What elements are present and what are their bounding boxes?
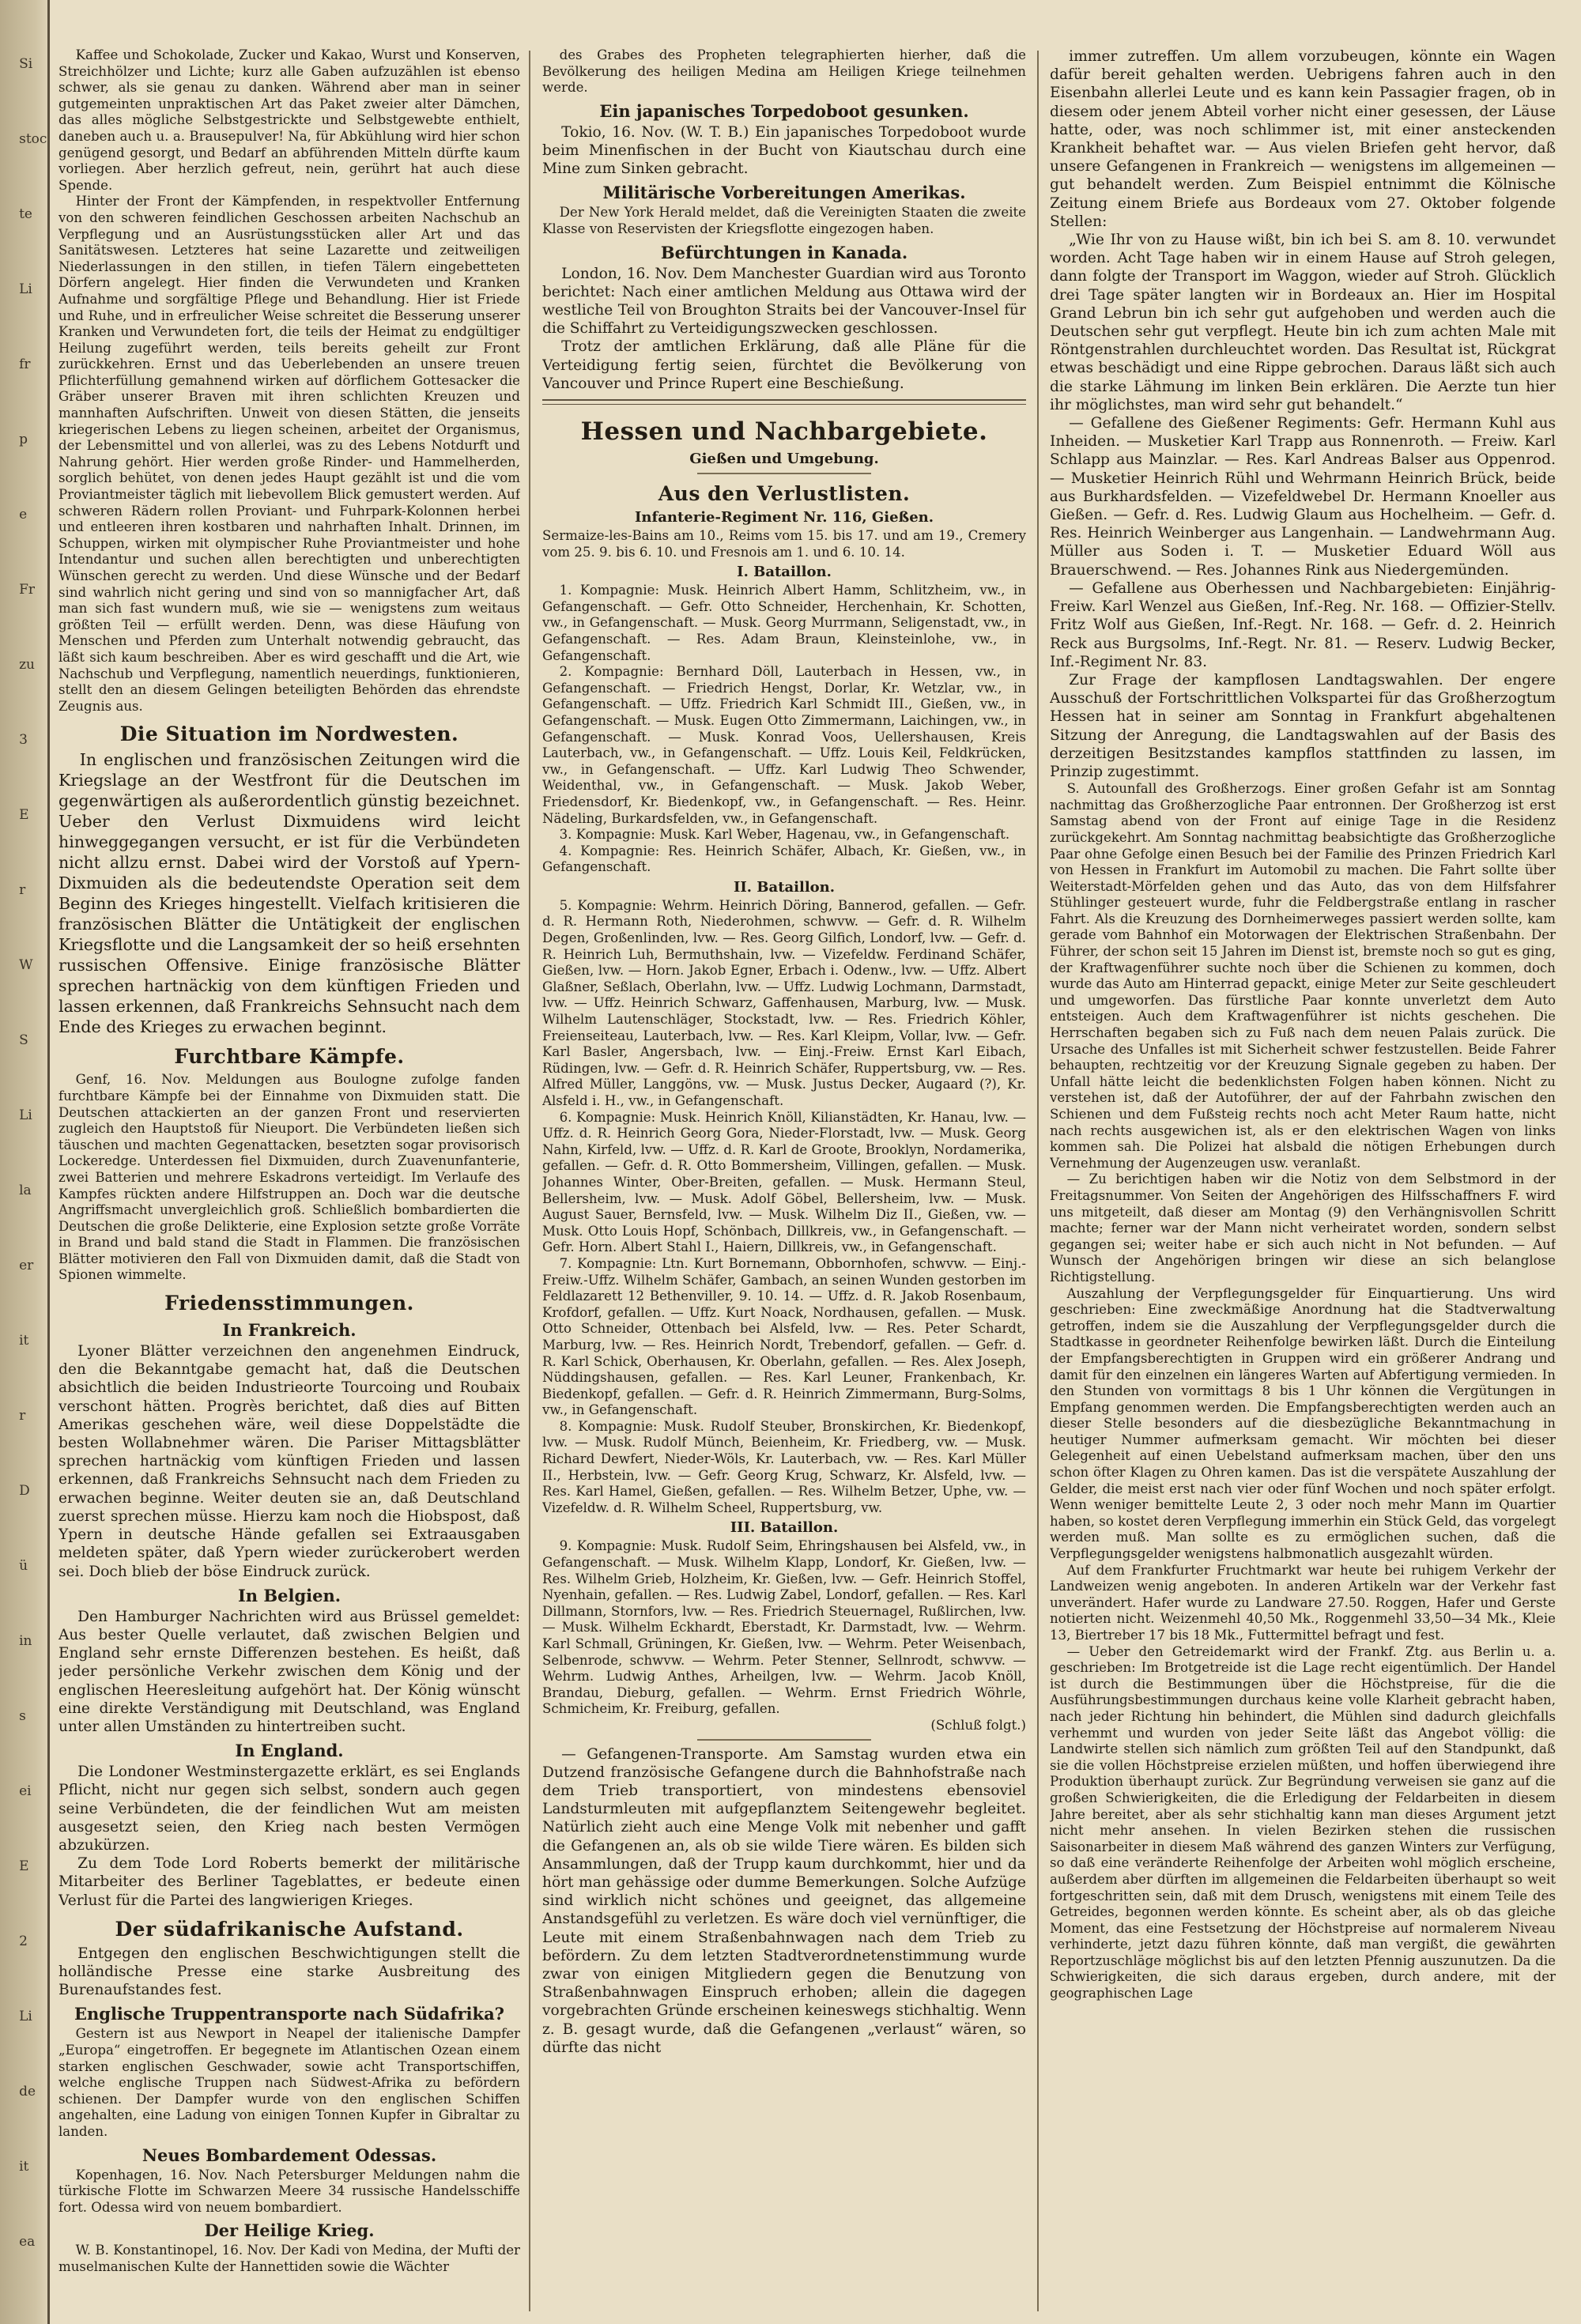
column-rule <box>529 51 530 2311</box>
section-subtitle: Gießen und Umgebung. <box>689 451 879 467</box>
casualty-list: 6. Kompagnie: Musk. Heinrich Knöll, Kilianstädten, Kr. Hanau, lvw. — Uffz. d. R. Heinrich Georg Gora, Nieder-Florstadt, lvw. — Musk. Georg Nahn, Kirfeld, lvw. — Uffz. d. R. Karl de Groote, Brooklyn, Nordamerika, gefallen. — Gefr. d. R. Otto Bommersheim, Villingen, gefallen. — Musk. Johannes Winter, Ober-Breiten, gefallen. — Musk. Hermann Steul, Bellersheim, lvw. — Musk. Adolf Göbel, Bellersheim, lvw. — Musk. August Sauer, Bernsfeld, lvw. — Musk. Wilhelm Diz II., Gießen, vw. — Musk. Otto Louis Hopf, Schönbach, Dillkreis, vw., in Gefangenschaft. — Gefr. Horn. Albert Stahl I., Haiern, Dillkreis, vw., in Gefangenschaft. <box>542 1109 1026 1255</box>
headline: Der südafrikanische Aufstand. <box>115 1917 464 1941</box>
casualty-list: 1. Kompagnie: Musk. Heinrich Albert Hamm, Schlitzheim, vw., in Gefangenschaft. — Gefr. Otto Schneider, Herchenhain, Kr. Schotten, vw., in Gefangenschaft. — Musk. Georg Murrmann, Seligenstadt, vw., in Gefangenschaft. — Res. Adam Braun, Kleinsteinlohe, vw., in Gefangenschaft. <box>542 583 1026 663</box>
letter-quote: „Wie Ihr von zu Hause wißt, bin ich bei S. am 8. 10. verwundet worden. Acht Tage haben wir in einem Hause auf Stroh gelegen, dann folgte der Transport im Waggon, wieder auf Stroh. Glücklich drei Tage später langten wir in Bordeaux an. Hier im Hospital Grand Lebrun bin ich sehr gut aufgehoben und werden auch die Deutschen sehr gut verpflegt. Heute bin ich zum achten Male mit Röntgenstrahlen durchleuchtet worden. Das Resultat ist, Rückgrat etwas beschädigt und eine Rippe gebrochen. Daraus läßt sich auch die starke Lähmung im linken Bein erklären. Die Aerzte tun hier ihr möglichstes, man wird sehr gut behandelt.“ <box>1050 232 1556 413</box>
article-paragraph: In englischen und französischen Zeitungen wird die Kriegslage an der Westfront für die Deutschen im gegenwärtigen als außerordentlich günstig bezeichnet. Ueber den Verlust Dixmuidens wird leicht hinweggegangen versucht, er ist für die Verbündeten nicht allzu ernst. Dabei wird der Vorstoß auf Ypern-Dixmuiden als die bedeutendste Operation seit dem Beginn des Krieges hingestellt. Vielfach kritisieren die französischen Blätter die Untätigkeit der englischen Kriegsflotte und die Langsamkeit der so heiß ersehnten russischen Offensive. Einige französische Blätter sprechen hartnäckig von dem künftigen Frieden und lassen erkennen, daß Frankreichs Sehnsucht nach dem Ende des Krieges zu erwachen beginnt. <box>58 750 520 1037</box>
article-paragraph: S. Autounfall des Großherzogs. Einer großen Gefahr ist am Sonntag nachmittag das Großherzogliche Paar entronnen. Der Großherzog ist erst Samstag abend von der Front auf einige Tage in die Residenz zurückgekehrt. Am Sonntag nachmittag beabsichtigte das Großherzogliche Paar ohne Gefolge einen Besuch bei der Familie des Prinzen Friedrich Karl von Hessen in Frankfurt im Automobil zu machen. Die Fahrt sollte über Weiterstadt-Mörfelden gehen und das Auto, das von dem Hilfsfahrer Stühlinger gesteuert wurde, fuhr die Feldbergstraße entlang in rascher Fahrt. Als die Kreuzung des Dornheimerweges passiert werden sollte, kam gerade vom Bahnhof ein Motorwagen der Elektrischen Straßenbahn. Der Führer, der schon seit 15 Jahren im Dienst ist, bremste noch so gut es ging, der Kraftwagenführer suchte noch über die Schienen zu kommen, doch wurde das Auto am Hinterrad gepackt, einige Meter zur Seite geschleudert und umgeworfen. Das fürstliche Paar konnte unverletzt dem Auto entsteigen. Auch dem Kraftwagenführer ist nichts geschehen. Die Herrschaften begaben sich zu Fuß nach dem neuen Palais zurück. Die Ursache des Unfalles ist mit Sicherheit schwer festzustellen. Beide Fahrer behaupten, rechtzeitig vor der Kreuzung Signale gegeben zu haben. Der Unfall hätte leicht die bedenklichsten Folgen haben können. Nicht zu verstehen ist, daß der Autoführer, der auf der Fahrbahn zwischen den Schienen und dem Fußsteig rechts noch acht Meter Raum hatte, nicht nach rechts ausgewichen ist, als er den elektrischen Wagen von links kommen sah. Die Polizei hat alsbald die nötigen Erhebungen durch Vernehmung der Augenzeugen usw. veranlaßt. <box>1050 781 1556 1171</box>
subheadline: In England. <box>235 1741 344 1761</box>
article-paragraph: Zu dem Tode Lord Roberts bemerkt der militärische Mitarbeiter des Berliner Tageblattes, er bedeute einen Verlust für die Partei des langwierigen Krieges. <box>58 1855 520 1909</box>
article-paragraph: London, 16. Nov. Dem Manchester Guardian wird aus Toronto berichtet: Nach einer amtlichen Meldung aus Ottawa wird der westliche Teil von Broughton Straits bei der Vancouver-Insel für die Schiffahrt zu Verteidigungszwecken geschlossen. <box>542 265 1026 338</box>
article-paragraph: Lyoner Blätter verzeichnen den angenehmen Eindruck, den die Bekanntgabe gemacht hat, daß die Deutschen absichtlich die beiden Industrieorte Tourcoing und Roubaix verschont hätten. Progrès berichtet, daß dies auf Bitten Amerikas geschehen wäre, weil diese Doppelstädte die besten Wollabnehmer wären. Die Pariser Mittagsblätter sprechen hartnäckig vom künftigen Frieden und lassen erkennen, daß Frankreichs Sehnsucht nach dem Frieden zu erwachen beginne. Weiter deuten sie an, daß Deutschland zuerst sprechen müsse. Hierzu kam noch die Hiobspost, daß Ypern in deutsche Hände gefallen sei Extraausgaben meldeten später, daß Ypern wieder zurückerobert werden sei. Doch blieb der böse Eindruck zurück. <box>58 1343 520 1580</box>
casualty-list: 7. Kompagnie: Ltn. Kurt Bornemann, Obbornhofen, schwvw. — Einj.-Freiw.-Uffz. Wilhelm Schäfer, Gambach, an seinen Wunden gestorben im Feldlazarett 12 Bethenviller, 9. 10. 14. — Uffz. d. R. Jakob Rosenbaum, Krofdorf, gefallen. — Uffz. Kurt Noack, Nordhausen, gefallen. — Musk. Otto Schneider, Ottenbach bei Alsfeld, lvw. — Res. Peter Schardt, Marburg, lvw. — Res. Heinrich Nordt, Trebendorf, gefallen. — Gefr. d. R. Karl Schick, Oberhausen, Kr. Oberlahn, gefallen. — Res. Alex Joseph, Nüddingshausen, gefallen. — Res. Karl Leuner, Frankenbach, Kr. Biedenkopf, gefallen. — Gefr. d. R. Heinrich Zimmermann, Burg-Solms, vw., in Gefangenschaft. <box>542 1255 1026 1418</box>
column-1 <box>58 47 520 2316</box>
article-paragraph: Hinter der Front der Kämpfenden, in respektvoller Entfernung von den schweren feindlichen Geschossen arbeiten Nachschub an Verpflegung und an Ausrüstungsstücken aller Art und das Sanitätswesen. Letzteres hat seine Lazarette und zeitweiligen Niederlassungen in den stillen, in tiefen Tälern eingebetteten Dörfern angelegt. Hier finden die Verwundeten und Kranken Aufnahme und sorgfältige Pflege und Behandlung. Hier ist Friede und Ruhe, und in erfreulicher Weise schreitet die Besserung unserer Kranken und Verwundeten fort, die teils der Heimat zu endgültiger Heilung zugeführt werden, teils bereits geheilt zur Front zurückkehren. Ernst und das Ueberlebenden an unsere treuen Pflichterfüllung gemahnend wirken auf dörflichem Gottesacker die Gräber unserer Braven mit ihren schlichten Kreuzen und mannhaften Aufschriften. Unweit von diesen Stätten, die jenseits kriegerischen Lebens zu liegen scheinen, arbeitet der Organismus, der Lebensmittel und von allerlei, was zu des Lebens Notdurft und Nahrung gehört. Hier werden große Rinder- und Hammelherden, sorglich behütet, von denen jedes Haupt gezählt ist und die vom Proviantmeister täglich mit liebevollem Blick gemustert werden. Auf schweren Rädern rollen Proviant- und Fuhrpark-Kolonnen herbei und entleeren ihren kostbaren und nahrhaften Inhalt. Drinnen, im Schuppen, wirken mit olympischer Ruhe Proviantmeister und hohe Intendantur und suchen allen berechtigten und unberechtigten Wünschen gerecht zu werden. Und diese Wünsche und der Bedarf sind wahrlich nicht gering und sind von so mannigfacher Art, daß man sich fast wundern muß, wie sie — wenigstens zum weitaus größten Teil — erfüllt werden. Denn, was diese Häufung von Menschen und Pferden zum Unterhalt notwendig gebraucht, das läßt sich kaum beschreiben. Aber es wird geschafft und die Art, wie Nachschub und Verpflegung, namentlich neuerdings, funktionieren, stellt den an diesem Gelingen beteiligten Behörden das ehrendste Zeugnis aus. <box>58 194 520 714</box>
bleed-fragment: Fr <box>19 582 36 598</box>
headline: Ein japanisches Torpedoboot gesunken. <box>599 100 969 121</box>
bleed-fragment: e <box>19 507 28 523</box>
article-paragraph: Tokio, 16. Nov. (W. T. B.) Ein japanisches Torpedoboot wurde beim Minenfischen in der Bucht von Kiautschau durch eine Mine zum Sinken gebracht. <box>542 123 1026 178</box>
casualty-list: 4. Kompagnie: Res. Heinrich Schäfer, Albach, Kr. Gießen, vw., in Gefangenschaft. <box>542 843 1026 875</box>
bleed-fragment: de <box>19 2084 36 2100</box>
headline: Die Situation im Nordwesten. <box>119 722 459 746</box>
article-paragraph: Kaffee und Schokolade, Zucker und Kakao, Wurst und Konserven, Streichhölzer und Lichte; kurz alle Gaben aufzuzählen ist ebenso schwer, als sie genau zu danken. Während aber man in seiner gutgemeinten unpraktischen Art das Paket zweier alter Dämchen, das alles mögliche Selbstgestrickte und Selbstgewebte enthielt, daneben auch u. a. Brausepulver! Na, für Abkühlung wird hier schon genügend gesorgt, und Bedarf an abführenden Mitteln dürfte kaum vorliegen. Aber herzlich gefreut, nein, gerührt hat auch diese Spende. <box>58 47 520 193</box>
subheadline: In Frankreich. <box>222 1320 357 1341</box>
article-paragraph: des Grabes des Propheten telegraphierten hierher, daß die Bevölkerung des heiligen Medina am Heiligen Kriege teilnehmen werde. <box>542 47 1026 96</box>
bleed-fragment: E <box>19 807 29 823</box>
column-rule <box>1037 51 1039 2311</box>
article-paragraph: — Gefallene des Gießener Regiments: Gefr. Hermann Kuhl aus Inheiden. — Musketier Karl Trapp aus Ronnenroth. — Freiw. Karl Schlapp aus Mainzlar. — Res. Karl Andreas Balser aus Oppenrod. — Musketier Heinrich Rühl und Wehrmann Heinrich Brück, beide aus Burkhardsfelden. — Vizefeldwebel Dr. Hermann Knoeller aus Gießen. — Gefr. d. Res. Ludwig Glaum aus Hochelheim. — Gefr. d. Res. Heinrich Weinberger aus Langenhain. — Landwehrmann Aug. Müller aus Soden i. T. — Musketier Eduard Wöll aus Brauerschwend. — Res. Johannes Rink aus Niedergemünden. <box>1050 415 1556 579</box>
divider <box>697 473 871 474</box>
bleed-fragment: W <box>19 957 33 973</box>
subheadline: Der Heilige Krieg. <box>204 2220 375 2241</box>
article-paragraph: — Gefallene aus Oberhessen und Nachbargebieten: Einjährig-Freiw. Karl Wenzel aus Gießen, Inf.-Reg. Nr. 168. — Offizier-Stellv. Fritz Wolf aus Gießen, Inf.-Regt. Nr. 168. — Gefr. d. 2. Heinrich Reck aus Burgsolms, Inf.-Regt. Nr. 81. — Reserv. Ludwig Becker, Inf.-Regiment Nr. 83. <box>1050 579 1556 670</box>
bleed-fragment: fr <box>19 357 31 372</box>
headline: Furchtbare Kämpfe. <box>174 1045 405 1069</box>
battalion-heading: I. Bataillon. <box>737 564 832 581</box>
casualty-list: 9. Kompagnie: Musk. Rudolf Seim, Ehringshausen bei Alsfeld, vw., in Gefangenschaft. — Musk. Wilhelm Klapp, Londorf, Kr. Gießen, lvw. — Res. Wilhelm Grieb, Holzheim, Kr. Gießen, lvw. — Gefr. Heinrich Stoffel, Nyenhain, gefallen. — Res. Ludwig Zabel, Londorf, gefallen. — Res. Karl Dillmann, Stornfors, lvw. — Res. Friedrich Steuernagel, Rußlirchen, lvw. — Musk. Wilhelm Eckhardt, Eberstadt, Kr. Darmstadt, lvw. — Wehrm. Karl Schmall, Grüningen, Kr. Gießen, lvw. — Wehrm. Peter Weisenbach, Selbenrode, schwvw. — Wehrm. Peter Stenner, Sellnrodt, schwvw. — Wehrm. Ludwig Anthes, Arheilgen, lvw. — Wehrm. Jacob Knöll, Brandau, Dieburg, gefallen. — Wehrm. Ernst Friedrich Wöhrle, Schmicheim, Kr. Freiburg, gefallen. <box>542 1538 1026 1717</box>
battalion-heading: III. Bataillon. <box>730 1519 839 1537</box>
article-paragraph: Auf dem Frankfurter Fruchtmarkt war heute bei ruhigem Verkehr der Landweizen wenig angeboten. In anderen Artikeln war der Verkehr fast unverändert. Hafer wurde zu Landware 27.50. Roggen, Hafer und Gerste notierten nicht. Weizenmehl 40,50 Mk., Roggenmehl 33,50—34 Mk., Kleie 13, Biertreber 17 bis 18 Mk., Futtermittel befragt und fest. <box>1050 1562 1556 1643</box>
bleed-fragment: 2 <box>19 1934 28 1949</box>
article-paragraph: Gestern ist aus Newport in Neapel der italienische Dampfer „Europa“ eingetroffen. Er begegnete im Atlantischen Ozean einem starken englischen Geschwader, sowie acht Transportschiffen, welche englische Truppen nach Südwest-Afrika zu befördern schienen. Der Dampfer wurde von den englischen Schiffen angehalten, eine Ladung von einigen Tonnen Kupfer in Gibraltar zu landen. <box>58 2026 520 2139</box>
bleed-fragment: te <box>19 206 32 222</box>
article-paragraph: Kopenhagen, 16. Nov. Nach Petersburger Meldungen nahm die türkische Flotte im Schwarzen Meere 34 russische Handelsschiffe fort. Odessa wird von neuem bombardiert. <box>58 2167 520 2215</box>
article-paragraph: — Zu berichtigen haben wir die Notiz von dem Selbstmord in der Freitagsnummer. Von Seiten der Angehörigen des Hilfsschaffners F. wird uns mitgeteilt, daß dieser am Montag (9) den Verhängnisvollen Schritt machte; ferner war der Mann nicht verheiratet worden, sondern selbst gegangen sei; weiter habe er sich auch nicht in Not befunden. — Auf Wunsch der Angehörigen bringen wir diese an sich belanglose Richtigstellung. <box>1050 1171 1556 1285</box>
bleed-fragment: la <box>19 1183 32 1198</box>
bleed-fragment: Li <box>19 2009 32 2024</box>
bleed-fragment: er <box>19 1258 34 1273</box>
bleed-fragment: ea <box>19 2234 36 2250</box>
article-paragraph: immer zutreffen. Um allem vorzubeugen, könnte ein Wagen dafür bereit gehalten werden. Uebrigens fahren auch in den Eisenbahn allerlei Leute und es kann kein Passagier fragen, ob in diesem oder jenem Abteil vorher nicht einer gesessen, der Läuse hatte, oder, was noch schlimmer ist, mit einer ansteckenden Krankheit behaftet war. — Aus vielen Briefen geht hervor, daß unsere Gefangenen in Frankreich — wenigstens im allgemeinen — gut behandelt werden. Zum Beispiel entnimmt die Kölnische Zeitung einem Briefe aus Bordeaux vom 27. Oktober folgende Stellen: <box>1050 48 1556 230</box>
casualty-list: 2. Kompagnie: Bernhard Döll, Lauterbach in Hessen, vw., in Gefangenschaft. — Friedrich Hengst, Dorlar, Kr. Wetzlar, vw., in Gefangenschaft. — Uffz. Friedrich Karl Schmidt III., Gießen, vw., in Gefangenschaft. — Musk. Eugen Otto Zimmermann, Laichingen, vw., in Gefangenschaft. — Musk. Konrad Voos, Uellershausen, Kreis Lauterbach, vw., in Gefangenschaft. — Uffz. Louis Keil, Feldkrücken, vw., in Gefangenschaft. — Uffz. Karl Ludwig Theo Schwender, Weidenthal, vw., in Gefangenschaft. — Musk. Jakob Weber, Friedensdorf, Kr. Biedenkopf, vw., in Gefangenschaft. — Res. Heinr. Nädeling, Burkardsfelden, vw., in Gefangenschaft. <box>542 664 1026 826</box>
article-paragraph: — Ueber den Getreidemarkt wird der Frankf. Ztg. aus Berlin u. a. geschrieben: Im Brotgetreide ist die Lage recht eigentümlich. Der Handel ist durch die Bestimmungen über die Höchstpreise, für die die Ausführungsbestimmungen durchaus keine volle Klarheit gebracht haben, nach jeder Richtung hin behindert, die Mühlen sind dadurch gleichfalls verhemmt und wurden von jeder Seite läßt das Angebot völlig: die Landwirte stellen sich nämlich zum größten Teil auf den Standpunkt, daß sie die vollen Höchstpreise erzielen müßten, und hoffen überwiegend ihre Produktion überhaupt zurück. Zur Begründung verweisen sie ganz auf die großen Schwierigkeiten, die die Erledigung der Feldarbeiten in diesem Jahre bereitet, aber als sehr stichhaltig kann man dieses Argument jetzt nicht mehr ansehen. In vielen Bezirken stehen die russischen Saisonarbeiter in diesem Maß während des ganzen Winters zur Verfügung, so daß eine veränderte Reihenfolge der Arbeiten wohl möglich erscheine, außerdem aber dürften im allgemeinen die Feldarbeiten überhaupt so weit fortgeschritten sein, daß mit dem Drusch, wenigstens mit einem Teile des Getreides, begonnen werden könnte. Es scheint aber, als ob das gleiche Moment, das eine Festsetzung der Höchstpreise auf normalerem Niveau verhinderte, jetzt dazu führen könnte, daß man vergißt, die gewährten Reportzuschläge möglichst bis auf den letzten Pfennig auszunutzen. Da die Schwierigkeiten, die sich daraus ergeben, durch andere, mit der geographischen Lage <box>1050 1643 1556 2001</box>
section-title: Hessen und Nachbargebiete. <box>580 417 988 446</box>
bleed-fragment: r <box>19 882 26 898</box>
headline: Aus den Verlustlisten. <box>658 482 911 505</box>
article-paragraph: Den Hamburger Nachrichten wird aus Brüssel gemeldet: Aus bester Quelle verlautet, daß zwischen Belgien und England sehr ernste Differenzen bestehen. Es heißt, daß jeder persönliche Verkehr zwischen dem König und der englischen Heeresleitung aufgehört hat. Der König wünscht eine direkte Verständigung mit Deutschland, was England unter allen Umständen zu hintertreiben sucht. <box>58 1608 520 1735</box>
headline: Militärische Vorbereitungen Amerikas. <box>602 183 966 203</box>
bleed-fragment: E <box>19 1858 29 1874</box>
bleed-fragment: ei <box>19 1783 32 1799</box>
casualty-list: 5. Kompagnie: Wehrm. Heinrich Döring, Bannerod, gefallen. — Gefr. d. R. Hermann Roth, Niederohmen, schwvw. — Gefr. d. R. Wilhelm Degen, Großenlinden, lvw. — Res. Georg Gilfich, Londorf, lvw. — Gefr. d. R. Heinrich Luh, Bermuthshain, lvw. — Vizefeldw. Ferdinand Schäfer, Gießen, lvw. — Horn. Jakob Egner, Erbach i. Odenw., lvw. — Uffz. Albert Glaßner, Seßlach, Oberlahn, lvw. — Uffz. Ludwig Lochmann, Darmstadt, lvw. — Uffz. Heinrich Schwarz, Gaffenhausen, Marburg, lvw. — Musk. Wilhelm Lautenschläger, Stockstadt, lvw. — Res. Friedrich Köhler, Freienseiteau, Lauterbach, lvw. — Res. Karl Kleipm, Vollar, lvw. — Gefr. Karl Basler, Angersbach, lvw. — Einj.-Freiw. Ernst Karl Eibach, Rüdingen, lvw. — Gefr. d. R. Heinrich Schäfer, Ruppertsburg, vw. — Res. Alfred Müller, Langgöns, vw. — Musk. Justus Decker, Augaard (?), Kr. Alsfeld i. H., vw., in Gefangenschaft. <box>542 897 1026 1108</box>
previous-page-bleed <box>0 0 50 2324</box>
bleed-fragment: Si <box>19 56 33 72</box>
article-paragraph: Entgegen den englischen Beschwichtigungen stellt die holländische Presse eine starke Ausbreitung des Burenaufstandes fest. <box>58 1945 520 1999</box>
bleed-fragment: it <box>19 1333 29 1349</box>
bleed-fragment: s <box>19 1708 26 1724</box>
battalion-heading: II. Bataillon. <box>733 878 836 896</box>
bleed-fragment: r <box>19 1408 26 1424</box>
bleed-fragment: it <box>19 2159 29 2175</box>
article-paragraph: Auszahlung der Verpflegungsgelder für Einquartierung. Uns wird geschrieben: Eine zweckmäßige Anordnung hat die Stadtverwaltung getroffen, indem sie die Auszahlung der Verpflegungsgelder durch die Stadtkasse in geordneter Reihenfolge bewirken läßt. Durch die Einteilung der Empfangsberechtigten in Gruppen wird ein größerer Andrang und damit für den einzelnen ein längeres Warten auf Abfertigung vermieden. In den Stunden von vormittags 8 bis 1 Uhr können die Vergütungen in Empfang genommen werden. Die Empfangsberechtigten werden auch an dieser Stelle besonders auf die diesbezügliche Bekanntmachung in heutiger Nummer aufmerksam gemacht. Wir möchten bei dieser Gelegenheit auf einen Uebelstand aufmerksam machen, über den uns schon öfter Klagen zu Ohren kamen. Das ist die verspätete Auszahlung der Gelder, die meist erst nach vier oder fünf Wochen und noch später erfolgt. Wenn weniger bemittelte Leute 2, 3 oder noch mehr Mann im Quartier haben, so kostet deren Verpflegung immerhin ein Stück Geld, das vorgelegt werden muß. Man sollte es zu ermöglichen suchen, daß die Verpflegungsgelder wenigstens halbmonatlich ausgezahlt würden. <box>1050 1285 1556 1562</box>
subheadline: Infanterie-Regiment Nr. 116, Gießen. <box>634 509 934 526</box>
bleed-fragment: D <box>19 1483 30 1499</box>
bleed-fragment: p <box>19 432 28 447</box>
article-paragraph: Trotz der amtlichen Erklärung, daß alle Pläne für die Verteidigung fertig seien, fürchtet die Bevölkerung von Vancouver und Prince Rupert eine Beschießung. <box>542 338 1026 392</box>
subheadline: In Belgien. <box>237 1585 341 1605</box>
bleed-fragment: zu <box>19 657 35 673</box>
article-paragraph: — Gefangenen-Transporte. Am Samstag wurden etwa ein Dutzend französische Gefangene durch die Bahnhofstraße nach dem Trieb transportiert, von mindestens ebensoviel Landsturmleuten mit aufgepflanztem Seitengewehr begleitet. Natürlich zieht auch eine Menge Volk mit nebenher und gafft die Gefangenen an, als ob sie wilde Tiere wären. Es bilden sich Ansammlungen, daß der Trupp kaum durchkommt, hier und da hört man gehässige oder dumme Bemerkungen. Solche Aufzüge sind wirklich nicht schönes und geeignet, das allgemeine Anstandsgefühl zu verletzen. Es wäre doch viel vernünftiger, die Leute mit einem Straßenbahnwagen nach dem Trieb zu befördern. Zu dem letzten Stadtverordnetenstimmung wurde zwar von einigen Mitgliedern gegen die Benutzung von Straßenbahnwagen Einspruch erhoben; allein die dagegen vorgebrachten Gründe erscheinen keineswegs stichhaltig. Wenn z. B. gesagt wurde, daß die Gefangenen „verlaust“ wären, so dürfte das nicht <box>542 1745 1026 2056</box>
bleed-fragment: ü <box>19 1558 28 1574</box>
bleed-fragment: in <box>19 1633 32 1649</box>
section-divider <box>542 399 1026 405</box>
continued-note: (Schluß folgt.) <box>930 1717 1026 1733</box>
divider <box>697 1739 871 1741</box>
casualty-list: 8. Kompagnie: Musk. Rudolf Steuber, Bronskirchen, Kr. Biedenkopf, lvw. — Musk. Rudolf Münch, Beienheim, Kr. Friedberg, vw. — Musk. Richard Dewfert, Nieder-Wöls, Kr. Lauterbach, vw. — Res. Karl Müller II., Herbstein, lvw. — Gefr. Georg Krug, Schwarz, Kr. Alsfeld, lvw. — Res. Karl Hamel, Gießen, gefallen. — Res. Wilhelm Betzer, Uphe, vw. — Vizefeldw. d. R. Wilhelm Scheel, Ruppertsburg, vw. <box>542 1418 1026 1515</box>
article-paragraph: Der New York Herald meldet, daß die Vereinigten Staaten die zweite Klasse von Reservisten der Kriegsflotte eingezogen haben. <box>542 205 1026 236</box>
subheadline: Neues Bombardement Odessas. <box>141 2145 437 2165</box>
bleed-fragment: Li <box>19 1107 32 1123</box>
column-2 <box>542 47 1026 2316</box>
headline: Friedensstimmungen. <box>164 1292 414 1315</box>
bleed-fragment: stoc <box>19 131 47 147</box>
column-3 <box>1050 47 1556 2316</box>
bleed-fragment: 3 <box>19 732 28 748</box>
bleed-fragment: S <box>19 1032 28 1048</box>
article-paragraph: Genf, 16. Nov. Meldungen aus Boulogne zufolge fanden furchtbare Kämpfe bei der Einnahme von Dixmuiden statt. Die Deutschen attackierten an der ganzen Front und reservierten zugleich den Hauptstoß für Nieuport. Die Verbündeten ließen sich täuschen und machten Gegenattacken, besetzten sogar provisorisch Lockeredge. Unterdessen fiel Dixmuiden, durch Zuavenunfanterie, zwei Batterien und mehrere Eskadrons verteidigt. Im Verlaufe des Kampfes rückten andere Hilfstruppen an. Doch war die deutsche Angriffsmacht unvergleichlich groß. Schließlich bombardierten die Deutschen die große Delikterie, eine Explosion setzte große Vorräte in Brand und bald stand die Stadt in Flammen. Die französischen Blätter motivieren den Fall von Dixmuiden damit, daß die Stadt von Spionen wimmelte. <box>58 1072 520 1283</box>
casualty-list: 3. Kompagnie: Musk. Karl Weber, Hagenau, vw., in Gefangenschaft. <box>559 827 1010 843</box>
article-paragraph: Die Londoner Westminstergazette erklärt, es sei Englands Pflicht, nicht nur gegen sich selbst, sondern auch gegen seine Verbündeten, die der feindlichen Wut am meisten ausgesetzt seien, den Krieg nach besten Vermögen abzukürzen. <box>58 1764 520 1854</box>
article-paragraph: Sermaize-les-Bains am 10., Reims vom 15. bis 17. und am 19., Cremery vom 25. 9. bis 6. 10. und Fresnois am 1. und 6. 10. 14. <box>542 528 1026 560</box>
article-paragraph: W. B. Konstantinopel, 16. Nov. Der Kadi von Medina, der Mufti der muselmanischen Kulte der Hannettiden sowie die Wächter <box>58 2243 520 2274</box>
subheadline: Englische Truppentransporte nach Südafrika? <box>74 2004 504 2024</box>
headline: Befürchtungen in Kanada. <box>660 242 908 262</box>
bleed-fragment: Li <box>19 281 32 297</box>
article-paragraph: Zur Frage der kampflosen Landtagswahlen. Der engere Ausschuß der Fortschrittlichen Volkspartei für das Großherzogtum Hessen hat in seiner am Sonntag in Frankfurt abgehaltenen Sitzung der Anregung, die Landtagswahlen auf der Basis des derzeitigen Besitzstandes kampflos stattfinden zu lassen, im Prinzip zugestimmt. <box>1050 671 1556 780</box>
